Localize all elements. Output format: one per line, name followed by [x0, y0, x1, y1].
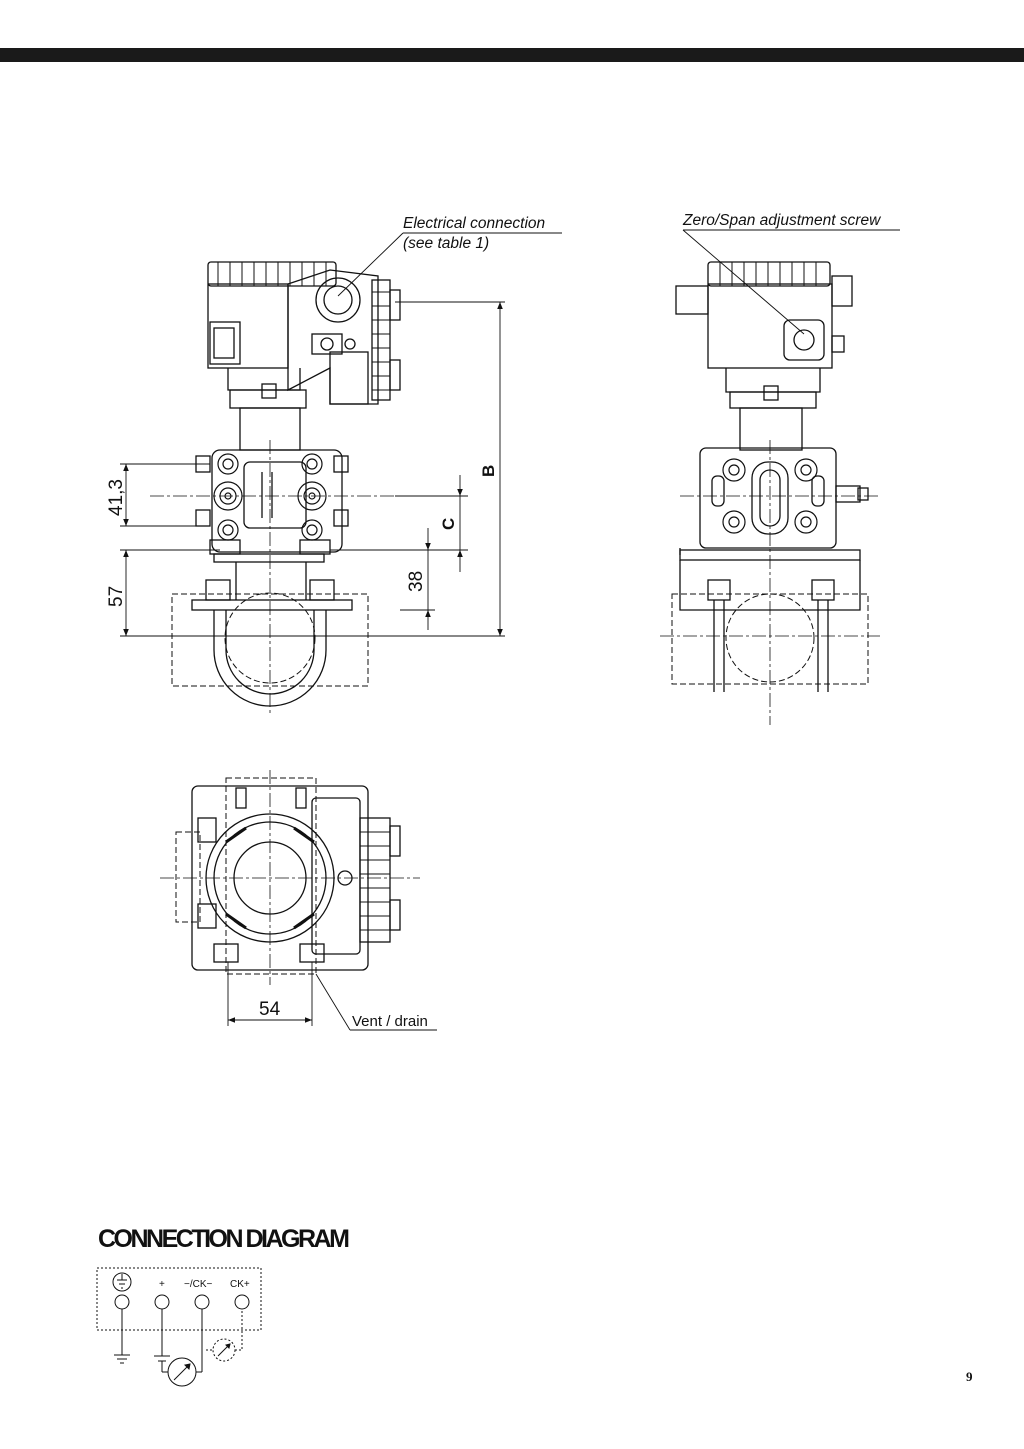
electrical-connection-callout: Electrical connection	[403, 215, 546, 232]
side-center-lines	[660, 440, 880, 725]
dim-c-label: C	[439, 517, 458, 530]
zero-span-callout: Zero/Span adjustment screw	[683, 212, 881, 229]
dim-width-label: 54	[259, 999, 281, 1020]
terminal-plus-label: +	[159, 1279, 165, 1290]
electrical-connection-note: (see table 1)	[403, 235, 490, 252]
vent-drain-callout: Vent / drain	[352, 1013, 428, 1030]
top-view	[176, 778, 400, 974]
front-view	[172, 262, 400, 706]
dim-mount-label: 57	[106, 585, 127, 607]
front-center-lines	[150, 440, 400, 715]
top-center-lines	[160, 770, 420, 985]
terminal-ck-plus-label: CK+	[230, 1279, 250, 1290]
connection-diagram-title: CONNECTION DIAGRAM	[98, 1225, 348, 1253]
dim-b-label: B	[479, 464, 498, 477]
terminal-ck-minus-label: −/CK−	[184, 1279, 213, 1290]
terminal-labels	[159, 1279, 250, 1290]
page-number: 9	[966, 1369, 973, 1384]
dim-a-label: 41,3	[106, 479, 127, 516]
front-dimensions	[120, 233, 562, 636]
dim-pipe-label: 38	[406, 570, 427, 592]
